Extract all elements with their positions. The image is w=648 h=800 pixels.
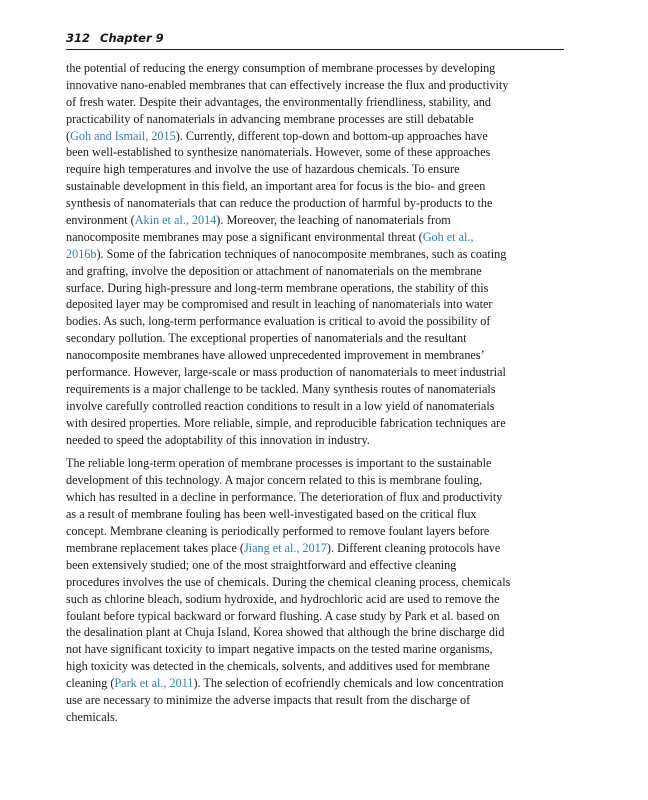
text-line	[66, 296, 560, 313]
text-segment: bodies. As such, long-term performance evaluation is critical to avoid the possibility of	[66, 314, 491, 329]
text-line	[66, 280, 560, 297]
text-line	[66, 60, 560, 77]
text-segment: environment (	[66, 213, 135, 228]
citation-link[interactable]: 2016b	[66, 246, 97, 261]
text-line	[66, 709, 560, 726]
text-segment: and grafting, involve the deposition or attachment of nanomaterials on the membrane	[66, 263, 482, 278]
text-line	[66, 641, 560, 658]
text-segment: synthesis of nanomaterials that can reduce the production of harmful by-products to the	[66, 196, 493, 211]
text-line	[66, 94, 560, 111]
text-segment: concept. Membrane cleaning is periodically performed to remove foulant layers before	[66, 524, 490, 539]
citation-link[interactable]: Akin et al., 2014	[134, 213, 217, 228]
text-segment: practicability of nanomaterials in advancing membrane processes are still debatable	[66, 111, 474, 126]
text-segment: ). Some of the fabrication techniques of nanocomposite membranes, such as coating	[96, 246, 507, 261]
text-segment: sustainable development in this field, an important area for focus is the bio- and green	[66, 179, 486, 194]
page-number: 312	[66, 31, 91, 45]
text-segment: which has resulted in a decline in performance. The deterioration of flux and productivity	[66, 490, 503, 505]
text-line	[66, 608, 560, 625]
text-line	[66, 178, 560, 195]
text-segment: require high temperatures and involve the use of hazardous chemicals. To ensure	[66, 162, 460, 177]
text-line	[66, 128, 560, 145]
text-line	[66, 432, 560, 449]
text-segment: the potential of reducing the energy consumption of membrane processes by developing	[66, 61, 496, 75]
text-segment: nanocomposite membranes have allowed unprecedented improvement in membranes’	[66, 348, 485, 363]
text-segment: membrane replacement takes place (	[66, 540, 244, 555]
paragraph	[66, 455, 560, 725]
text-segment: cleaning (	[66, 676, 115, 691]
text-line	[66, 624, 560, 641]
citation-link[interactable]: Goh and Ismail, 2015	[70, 128, 176, 143]
chapter-title: Chapter 9	[100, 31, 164, 45]
text-segment: innovative nano-enabled membranes that can effectively increase the flux and productivity	[66, 77, 509, 92]
text-segment: the desalination plant at Chuja Island, Korea showed that although the brine discharge did	[66, 625, 505, 640]
text-line	[66, 658, 560, 675]
running-header	[66, 31, 564, 50]
text-line	[66, 540, 560, 557]
text-segment: as a result of membrane fouling has been well-investigated based on the critical flux	[66, 507, 477, 522]
text-line	[66, 415, 560, 432]
text-line	[66, 77, 560, 94]
text-segment: nanocomposite membranes may pose a significant environmental threat (	[66, 229, 423, 244]
text-line	[66, 111, 560, 128]
text-segment: requirements is a major challenge to be tackled. Many synthesis routes of nanomaterials	[66, 381, 496, 396]
text-segment: foulant before typical backward or forward flushing. A case study by Park et al. based on	[66, 608, 500, 623]
text-line	[66, 313, 560, 330]
text-segment: involve carefully controlled reaction conditions to result in a low yield of nanomaterials	[66, 398, 495, 413]
text-segment: performance. However, large-scale or mass production of nanomaterials to meet industrial	[66, 365, 506, 380]
text-segment: procedures involves the use of chemicals. During the chemical cleaning process, chemicals	[66, 574, 511, 589]
text-segment: ). The selection of ecofriendly chemicals and low concentration	[193, 676, 504, 691]
text-segment: been well-established to synthesize nanomaterials. However, some of these approaches	[66, 145, 491, 160]
text-line	[66, 574, 560, 591]
text-segment: secondary pollution. The exceptional properties of nanomaterials and the resultant	[66, 331, 467, 346]
text-line	[66, 472, 560, 489]
text-segment: deposited layer may be compromised and result in leaching of nanomaterials into water	[66, 297, 493, 312]
text-line	[66, 523, 560, 540]
text-line	[66, 246, 560, 263]
text-line	[66, 381, 560, 398]
citation-link[interactable]: Jiang et al., 2017	[243, 540, 327, 555]
text-segment: needed to speed the adoptability of this innovation in industry.	[66, 432, 370, 447]
text-segment: chemicals.	[66, 709, 118, 724]
text-segment: development of this technology. A major concern related to this is membrane fouling,	[66, 473, 483, 488]
text-segment: high toxicity was detected in the chemicals, solvents, and additives used for membrane	[66, 659, 490, 674]
text-line	[66, 195, 560, 212]
body-text	[66, 60, 560, 726]
citation-link[interactable]: Park et al., 2011	[114, 676, 194, 691]
text-line	[66, 330, 560, 347]
text-line	[66, 263, 560, 280]
text-segment: use are necessary to minimize the adverse impacts that result from the discharge of	[66, 692, 471, 707]
text-line	[66, 557, 560, 574]
text-line	[66, 591, 560, 608]
text-segment: such as chlorine bleach, sodium hydroxide, and hydrochloric acid are used to remove the	[66, 591, 500, 606]
text-segment: of fresh water. Despite their advantages, the environmentally friendliness, stability, and	[66, 94, 491, 109]
text-line	[66, 455, 560, 472]
text-segment: ). Moreover, the leaching of nanomaterials from	[216, 213, 451, 228]
text-line	[66, 506, 560, 523]
text-segment: surface. During high-pressure and long-term membrane operations, the stability of this	[66, 280, 489, 295]
text-line	[66, 212, 560, 229]
text-segment: ). Different cleaning protocols have	[326, 540, 501, 555]
text-line	[66, 489, 560, 506]
paragraph	[66, 60, 560, 448]
paragraph-gap	[66, 448, 560, 455]
text-line	[66, 675, 560, 692]
text-line	[66, 161, 560, 178]
text-segment: with desired properties. More reliable, simple, and reproducible fabrication techniques are	[66, 415, 506, 430]
text-segment: ). Currently, different top-down and bottom-up approaches have	[175, 128, 488, 143]
text-segment: The reliable long-term operation of membrane processes is important to the sustainable	[66, 456, 492, 471]
citation-link[interactable]: Goh et al.,	[422, 229, 474, 244]
text-line	[66, 364, 560, 381]
text-line	[66, 692, 560, 709]
text-line	[66, 398, 560, 415]
text-line	[66, 229, 560, 246]
text-line	[66, 347, 560, 364]
text-segment: been extensively studied; one of the most straightforward and effective cleaning	[66, 557, 457, 572]
text-segment: not have significant toxicity to impart negative impacts on the tested marine organisms,	[66, 642, 493, 657]
text-segment: (	[66, 128, 71, 143]
text-line	[66, 144, 560, 161]
